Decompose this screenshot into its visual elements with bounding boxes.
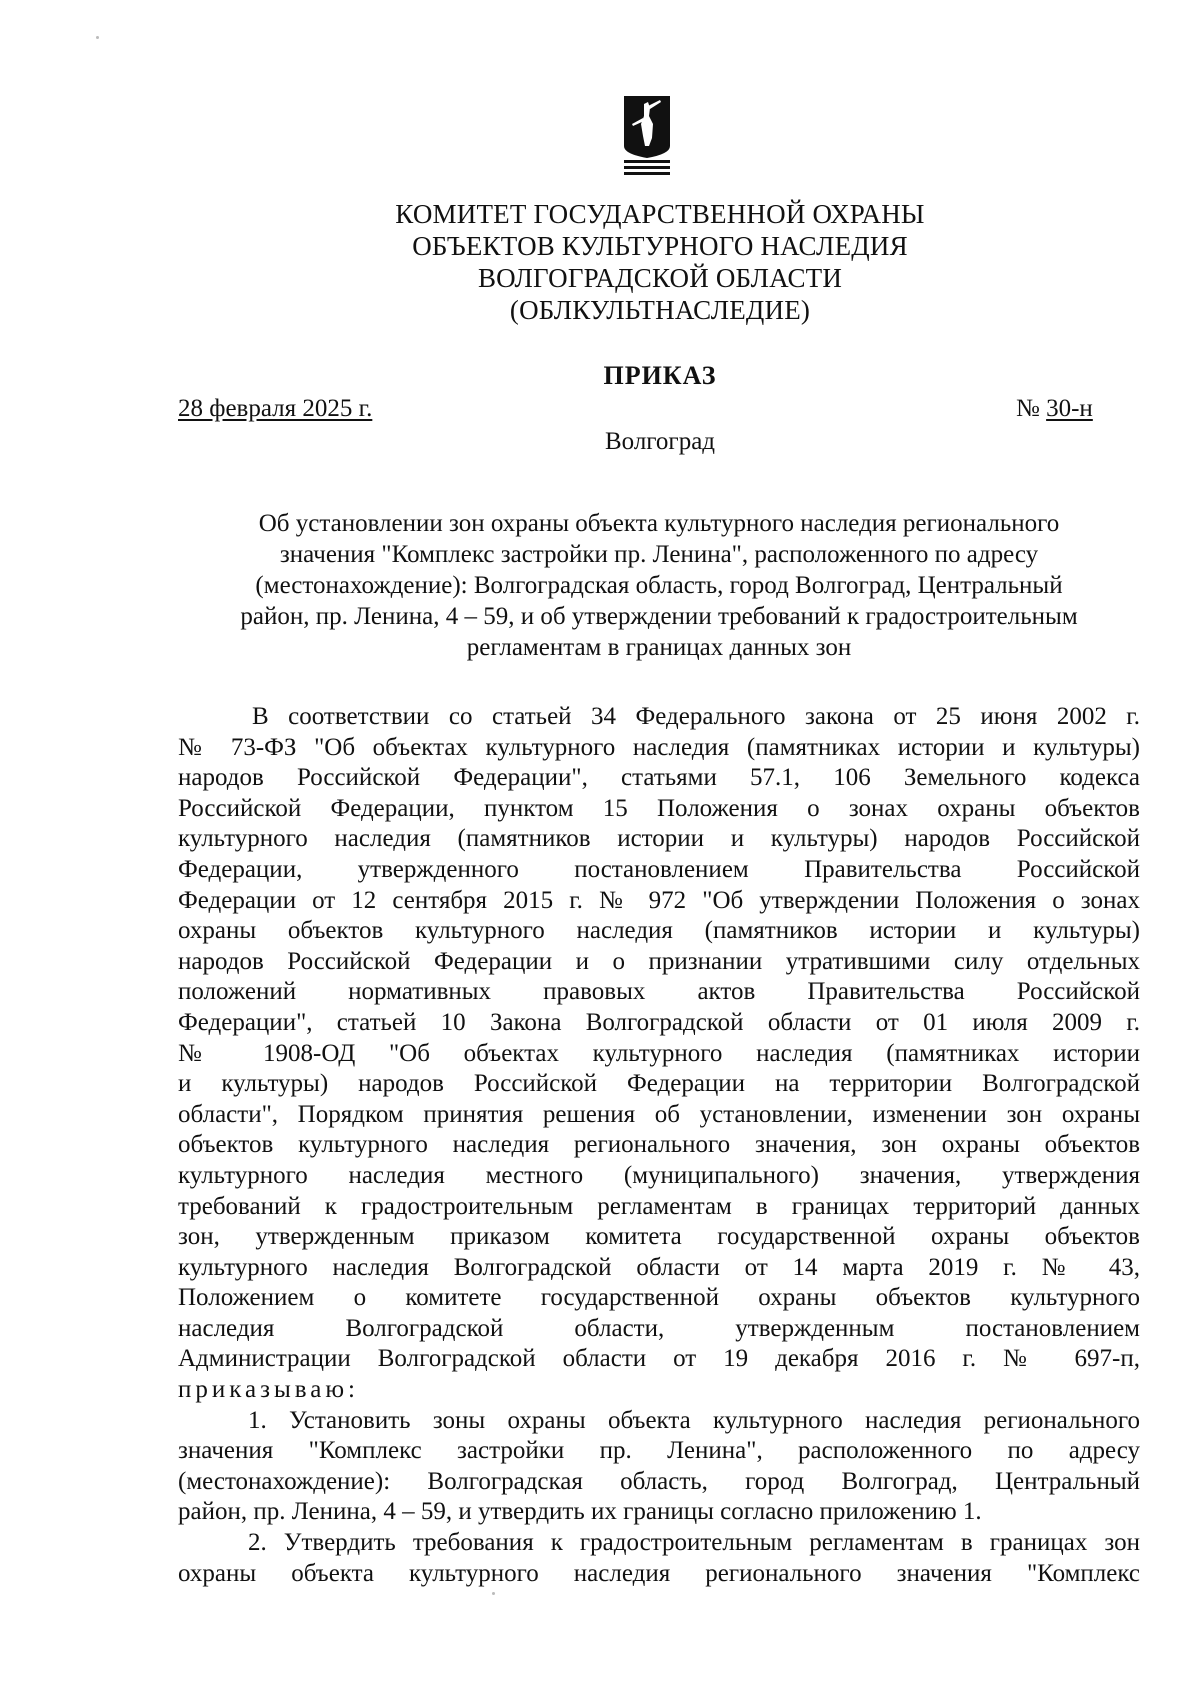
preamble-line: культурного наследия Волгоградской области от 14 марта 2019 г. № 43, bbox=[178, 1253, 1140, 1281]
subject-line: значения "Комплекс застройки пр. Ленина", расположенного по адресу bbox=[279, 541, 1039, 568]
preamble-line: Положением о комитете государственной охраны объектов культурного bbox=[178, 1284, 1140, 1312]
item1-line: 1. Установить зоны охраны объекта культурного наследия регионального bbox=[248, 1406, 1140, 1434]
volgograd-emblem-icon bbox=[622, 94, 672, 176]
item2-line: 2. Утвердить требования к градостроительным регламентам в границах зон bbox=[248, 1529, 1140, 1557]
order-number-value: 30-н bbox=[1046, 395, 1093, 422]
preamble-line: объектов культурного наследия регионального значения, зон охраны объектов bbox=[178, 1131, 1140, 1159]
scan-speck bbox=[96, 36, 99, 39]
preamble-line: зон, утвержденным приказом комитета государственной охраны объектов bbox=[178, 1223, 1140, 1251]
order-date: 28 февраля 2025 г. bbox=[178, 395, 373, 422]
preamble-line: Федерации", статьей 10 Закона Волгоградской области от 01 июля 2009 г. bbox=[178, 1008, 1140, 1036]
preamble-line: Федерации, утвержденного постановлением Правительства Российской bbox=[178, 855, 1140, 883]
preamble-line: положений нормативных правовых актов Правительства Российской bbox=[178, 978, 1140, 1006]
preamble-line: № 73-ФЗ "Об объектах культурного наследия (памятниках истории и культуры) bbox=[178, 733, 1140, 761]
order-title: ПРИКАЗ bbox=[603, 361, 717, 390]
preamble-line: культурного наследия (памятников истории и культуры) народов Российской bbox=[178, 825, 1140, 853]
order-subject bbox=[178, 508, 1140, 663]
preamble-line: культурного наследия местного (муниципального) значения, утверждения bbox=[178, 1161, 1140, 1189]
preamble-line: наследия Волгоградской области, утвержденным постановлением bbox=[178, 1314, 1140, 1342]
preamble-line: области", Порядком принятия решения об установлении, изменении зон охраны bbox=[178, 1100, 1140, 1128]
subject-line: регламентам в границах данных зон bbox=[466, 634, 852, 661]
preamble-line: № 1908-ОД "Об объектах культурного наследия (памятниках истории bbox=[178, 1039, 1140, 1067]
subject-line: район, пр. Ленина, 4 – 59, и об утверждении требований к градостроительным bbox=[240, 603, 1078, 630]
preamble-line: Администрации Волгоградской области от 19 декабря 2016 г. № 697-п, bbox=[178, 1345, 1140, 1373]
preamble-line: Российской Федерации, пунктом 15 Положения о зонах охраны объектов bbox=[178, 794, 1140, 822]
item1-line: значения "Комплекс застройки пр. Ленина", расположенного по адресу bbox=[178, 1437, 1140, 1465]
order-word: приказываю: bbox=[178, 1376, 359, 1404]
agency-line: (ОБЛКУЛЬТНАСЛЕДИЕ) bbox=[509, 295, 811, 325]
agency-line: ОБЪЕКТОВ КУЛЬТУРНОГО НАСЛЕДИЯ bbox=[412, 231, 908, 261]
agency-line: ВОЛГОГРАДСКОЙ ОБЛАСТИ bbox=[477, 263, 843, 293]
preamble-line: народов Российской Федерации", статьями 57.1, 106 Земельного кодекса bbox=[178, 764, 1140, 792]
order-body bbox=[178, 702, 1140, 1589]
order-city: Волгоград bbox=[604, 428, 716, 455]
item2-line: охраны объекта культурного наследия регионального значения "Комплекс bbox=[178, 1559, 1140, 1587]
subject-line: Об установлении зон охраны объекта культурного наследия регионального bbox=[258, 510, 1060, 537]
preamble-line: и культуры) народов Российской Федерации на территории Волгоградской bbox=[178, 1070, 1140, 1098]
preamble-line: народов Российской Федерации и о признании утратившими силу отдельных bbox=[178, 947, 1140, 975]
item1-line: (местонахождение): Волгоградская область, город Волгоград, Центральный bbox=[178, 1467, 1140, 1495]
preamble-line: В соответствии со статьей 34 Федерального закона от 25 июня 2002 г. bbox=[252, 703, 1140, 730]
item1-line: район, пр. Ленина, 4 – 59, и утвердить их границы согласно приложению 1. bbox=[178, 1498, 982, 1526]
preamble-line: охраны объектов культурного наследия (памятников истории и культуры) bbox=[178, 917, 1140, 945]
preamble-line: требований к градостроительным регламентам в границах территорий данных bbox=[178, 1192, 1140, 1220]
scan-speck bbox=[492, 1592, 495, 1595]
agency-line: КОМИТЕТ ГОСУДАРСТВЕННОЙ ОХРАНЫ bbox=[395, 199, 925, 229]
subject-line: (местонахождение): Волгоградская область, город Волгоград, Центральный bbox=[255, 572, 1063, 599]
preamble-line: Федерации от 12 сентября 2015 г. № 972 "Об утверждении Положения о зонах bbox=[178, 886, 1140, 914]
order-number-prefix: № bbox=[1016, 395, 1047, 422]
agency-name bbox=[300, 198, 1020, 326]
order-number bbox=[1016, 395, 1093, 423]
